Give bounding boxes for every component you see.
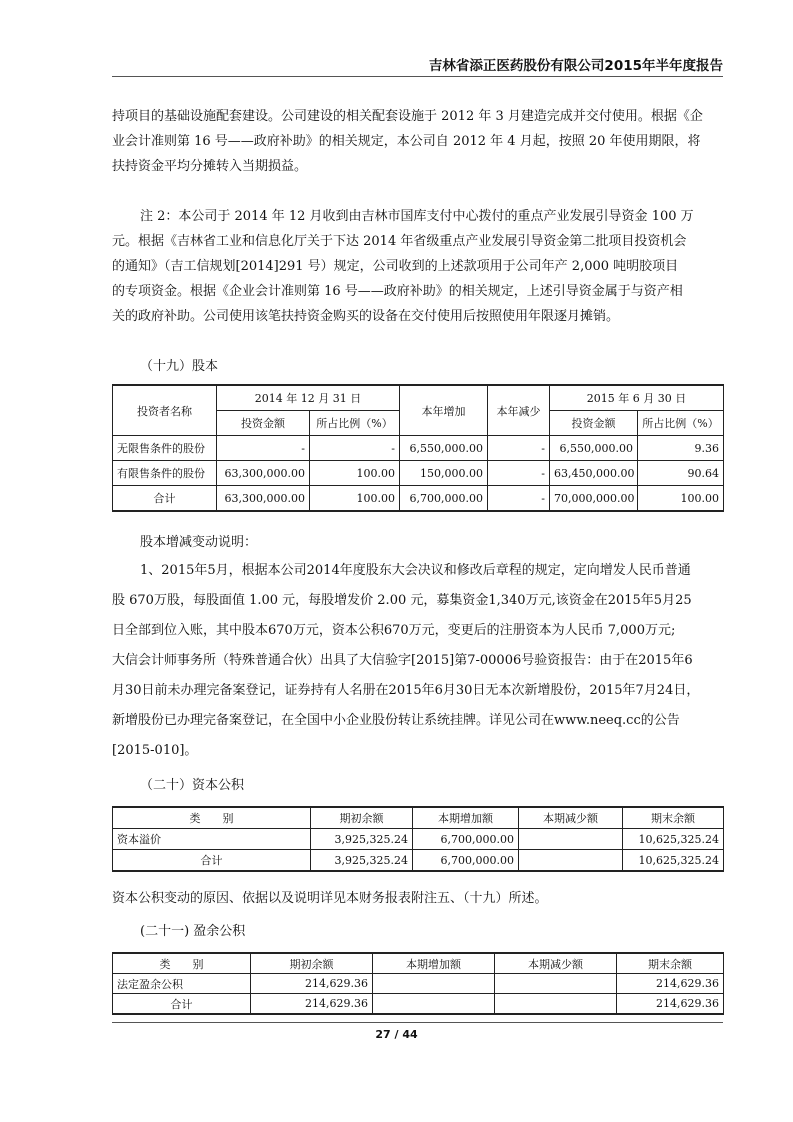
col-header: 期初余额 — [251, 953, 373, 974]
text-line: 的通知》（吉工信规划[2014]291 号）规定，公司收到的上述款项用于公司年产 2,000 吨明胶项目 — [112, 259, 679, 274]
cell: 6,700,000.00 — [413, 829, 519, 850]
cell: 63,300,000.00 — [217, 461, 310, 486]
text-line: 1、2015年5月，根据本公司2014年度股东大会决议和修改后章程的规定，定向增发人民币普通 — [140, 563, 691, 578]
table-row-total — [113, 994, 724, 1015]
text-line: [2015-010]。 — [112, 743, 198, 758]
cell: 合计 — [113, 486, 217, 512]
cell: 63,300,000.00 — [217, 486, 310, 512]
col-header: 类 别 — [113, 953, 251, 974]
share-change-note — [112, 556, 723, 766]
col-header-date2: 2015 年 6 月 30 日 — [550, 385, 724, 411]
col-header: 期末余额 — [623, 807, 724, 829]
cell: 合计 — [113, 850, 311, 872]
col-header-date1: 2014 年 12 月 31 日 — [217, 385, 400, 411]
text-line: 关的政府补助。公司使用该笔扶持资金购买的设备在交付使用后按照使用年限逐月摊销。 — [112, 309, 620, 324]
intro-paragraph — [112, 104, 723, 179]
cell: 无限售条件的股份 — [113, 436, 217, 461]
cell: 90.64 — [638, 461, 724, 486]
capital-reserve-table — [112, 806, 724, 872]
col-header-increase: 本年增加 — [400, 385, 488, 436]
text-line: 扶持资金平均分摊转入当期损益。 — [112, 159, 308, 174]
cell — [495, 994, 617, 1015]
text-line: 大信会计师事务所（特殊普通合伙）出具了大信验字[2015]第7-00006号验资报告：由于在2015年6 — [112, 653, 693, 668]
section21-title: (二十一) 盈余公积 — [140, 924, 246, 939]
cell: 100.00 — [310, 486, 400, 512]
cell: 6,700,000.00 — [413, 850, 519, 872]
cell: 10,625,325.24 — [623, 829, 724, 850]
cell — [373, 994, 495, 1015]
col-header-investor: 投资者名称 — [113, 385, 217, 436]
table-row — [113, 461, 724, 486]
cell: 63,450,000.00 — [550, 461, 638, 486]
cell: 资本溢价 — [113, 829, 311, 850]
share-change-title: 股本增减变动说明： — [140, 535, 258, 550]
text-line: 月30日前未办理完备案登记，证券持有人名册在2015年6月30日无本次新增股份，2015年7月24日， — [112, 683, 700, 698]
cell: 150,000.00 — [400, 461, 488, 486]
text-line: 的专项资金。根据《企业会计准则第 16 号——政府补助》的相关规定，上述引导资金属于与资产相 — [112, 284, 683, 299]
text-line: 元。根据《吉林省工业和信息化厅关于下达 2014 年省级重点产业发展引导资金第二批项目投资机会 — [112, 234, 687, 249]
cell: 6,700,000.00 — [400, 486, 488, 512]
cell: 法定盈余公积 — [113, 974, 251, 994]
cell — [495, 974, 617, 994]
cell: 214,629.36 — [617, 974, 724, 994]
cell: 70,000,000.00 — [550, 486, 638, 512]
cell — [519, 829, 623, 850]
surplus-reserve-table — [112, 952, 724, 1015]
note2-paragraph — [112, 204, 723, 329]
cell: 214,629.36 — [251, 994, 373, 1015]
cell: 6,550,000.00 — [550, 436, 638, 461]
capital-reserve-note: 资本公积变动的原因、依据以及说明详见本财务报表附注五、（十九）所述。 — [112, 891, 548, 906]
col-header: 期初余额 — [311, 807, 413, 829]
cell: 214,629.36 — [617, 994, 724, 1015]
text-line: 股 670万股，每股面值 1.00 元，每股增发价 2.00 元，募集资金1,340万元,该资金在2015年5月25 — [112, 593, 692, 608]
cell: 214,629.36 — [251, 974, 373, 994]
text-line: 日全部到位入账，其中股本670万元，资本公积670万元，变更后的注册资本为人民币 7,000万元; — [112, 623, 676, 638]
table-row-total — [113, 486, 724, 512]
col-header-ratio: 所占比例（%） — [638, 411, 724, 436]
cell: 合计 — [113, 994, 251, 1015]
header-divider — [112, 76, 723, 77]
cell: 3,925,325.24 — [311, 850, 413, 872]
page-number: 27 / 44 — [375, 1028, 418, 1041]
cell: - — [488, 486, 550, 512]
cell: 有限售条件的股份 — [113, 461, 217, 486]
table-row-total — [113, 850, 724, 872]
section20-title: （二十）资本公积 — [140, 778, 245, 793]
section19-title: （十九）股本 — [140, 359, 219, 374]
footer-divider — [112, 1022, 723, 1023]
cell: 100.00 — [638, 486, 724, 512]
table-row — [113, 436, 724, 461]
col-header-amount: 投资金额 — [550, 411, 638, 436]
cell — [519, 850, 623, 872]
col-header: 本期增加额 — [373, 953, 495, 974]
col-header: 本期减少额 — [495, 953, 617, 974]
col-header-amount: 投资金额 — [217, 411, 310, 436]
text-line: 持项目的基础设施配套建设。公司建设的相关配套设施于 2012 年 3 月建造完成并交付使用。根据《企 — [112, 109, 703, 124]
cell: 9.36 — [638, 436, 724, 461]
text-line: 业会计准则第 16 号——政府补助》的相关规定，本公司自 2012 年 4 月起，按照 20 年使用期限，将 — [112, 134, 701, 149]
table-row — [113, 974, 724, 994]
cell: 3,925,325.24 — [311, 829, 413, 850]
cell: 10,625,325.24 — [623, 850, 724, 872]
text-line: 注 2：本公司于 2014 年 12 月收到由吉林市国库支付中心拨付的重点产业发展引导资金 100 万 — [140, 209, 694, 224]
col-header: 期末余额 — [617, 953, 724, 974]
col-header-decrease: 本年减少 — [488, 385, 550, 436]
text-line: 新增股份已办理完备案登记，在全国中小企业股份转让系统挂牌。详见公司在www.neeq.cc的公告 — [112, 713, 680, 728]
cell — [373, 974, 495, 994]
cell: 6,550,000.00 — [400, 436, 488, 461]
table-row — [113, 829, 724, 850]
col-header: 本期增加额 — [413, 807, 519, 829]
col-header: 类 别 — [113, 807, 311, 829]
cell: - — [488, 436, 550, 461]
share-capital-table — [112, 384, 724, 512]
cell: 100.00 — [310, 461, 400, 486]
cell: - — [310, 436, 400, 461]
report-header-title: 吉林省添正医药股份有限公司2015年半年度报告 — [428, 58, 723, 74]
cell: - — [488, 461, 550, 486]
cell: - — [217, 436, 310, 461]
col-header: 本期减少额 — [519, 807, 623, 829]
col-header-ratio: 所占比例（%） — [310, 411, 400, 436]
